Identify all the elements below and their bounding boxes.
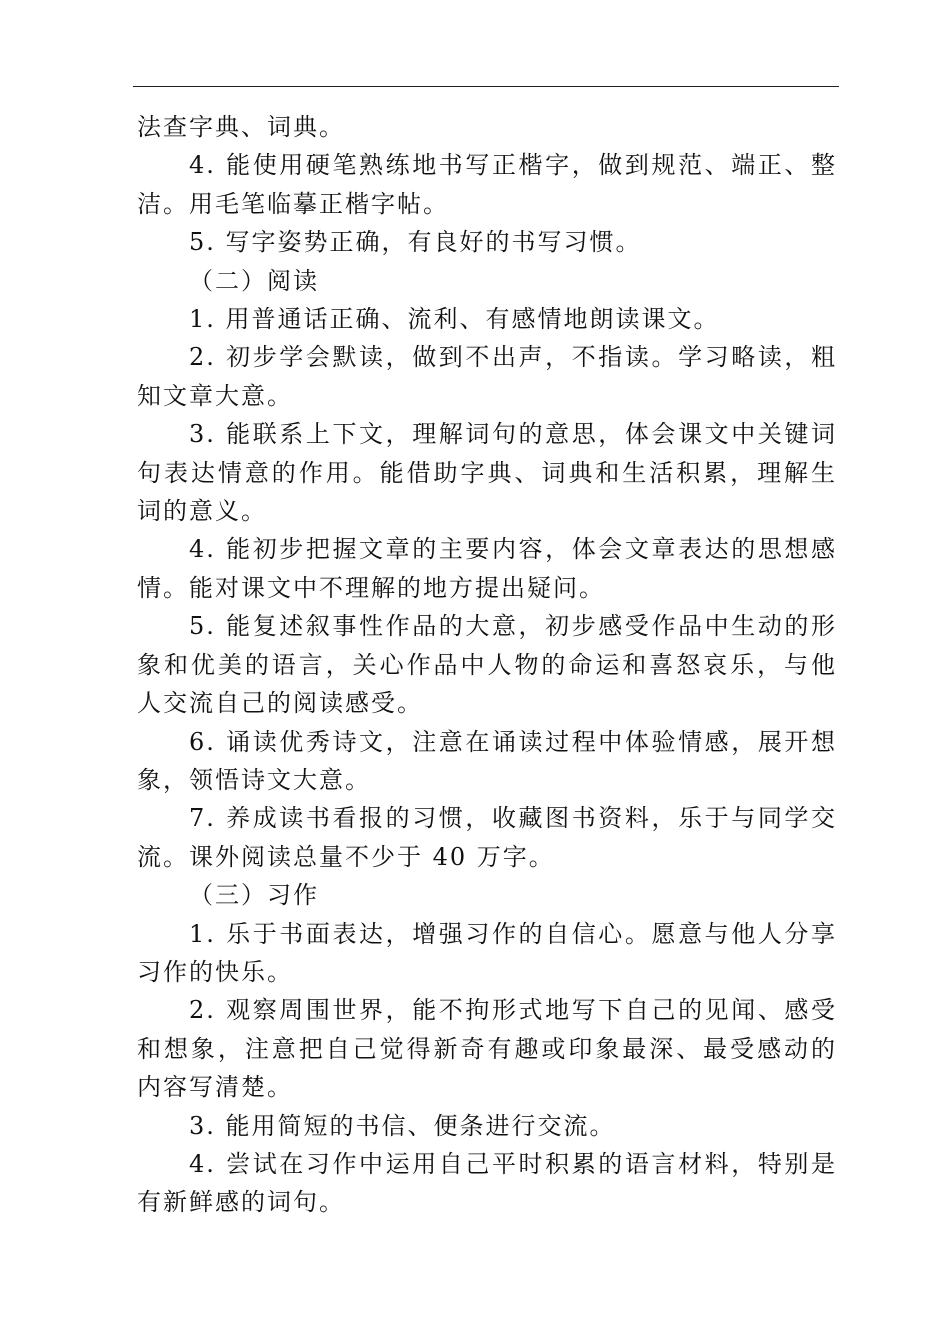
document-body	[137, 108, 837, 1222]
paragraph-continuation: 法查字典、词典。	[137, 113, 345, 141]
paragraph-composition-item-3: 3. 能用简短的书信、便条进行交流。	[189, 1111, 616, 1140]
paragraph-reading-item-2: 2. 初步学会默读，做到不出声，不指读。学习略读，粗知文章大意。	[137, 343, 837, 410]
paragraph-writing-item-4: 4. 能使用硬笔熟练地书写正楷字，做到规范、端正、整洁。用毛笔临摹正楷字帖。	[137, 151, 837, 218]
paragraph-composition-item-1: 1. 乐于书面表达，增强习作的自信心。愿意与他人分享习作的快乐。	[137, 919, 837, 986]
paragraph-reading-item-6: 6. 诵读优秀诗文，注意在诵读过程中体验情感，展开想象，领悟诗文大意。	[137, 727, 837, 794]
paragraph-reading-item-4: 4. 能初步把握文章的主要内容，体会文章表达的思想感情。能对课文中不理解的地方提出疑问。	[137, 535, 837, 602]
paragraph-reading-item-5: 5. 能复述叙事性作品的大意，初步感受作品中生动的形象和优美的语言，关心作品中人物的命运和喜怒哀乐，与他人交流自己的阅读感受。	[137, 612, 837, 718]
paragraph-writing-item-5: 5. 写字姿势正确，有良好的书写习惯。	[189, 228, 642, 257]
paragraph-composition-item-2: 2. 观察周围世界，能不拘形式地写下自己的见闻、感受和想象，注意把自己觉得新奇有趣或印象最深、最受感动的内容写清楚。	[137, 996, 837, 1102]
header-rule	[133, 86, 839, 87]
section-heading-composition: （三）习作	[189, 881, 319, 910]
section-heading-reading: （二）阅读	[189, 266, 319, 295]
paragraph-reading-item-3: 3. 能联系上下文，理解词句的意思，体会课文中关键词句表达情意的作用。能借助字典、词典和生活积累，理解生词的意义。	[137, 420, 837, 526]
paragraph-reading-item-1: 1. 用普通话正确、流利、有感情地朗读课文。	[189, 305, 720, 334]
paragraph-reading-item-7: 7. 养成读书看报的习惯，收藏图书资料，乐于与同学交流。课外阅读总量不少于 40 万字。	[137, 804, 837, 871]
paragraph-composition-item-4: 4. 尝试在习作中运用自己平时积累的语言材料，特别是有新鲜感的词句。	[137, 1149, 837, 1217]
